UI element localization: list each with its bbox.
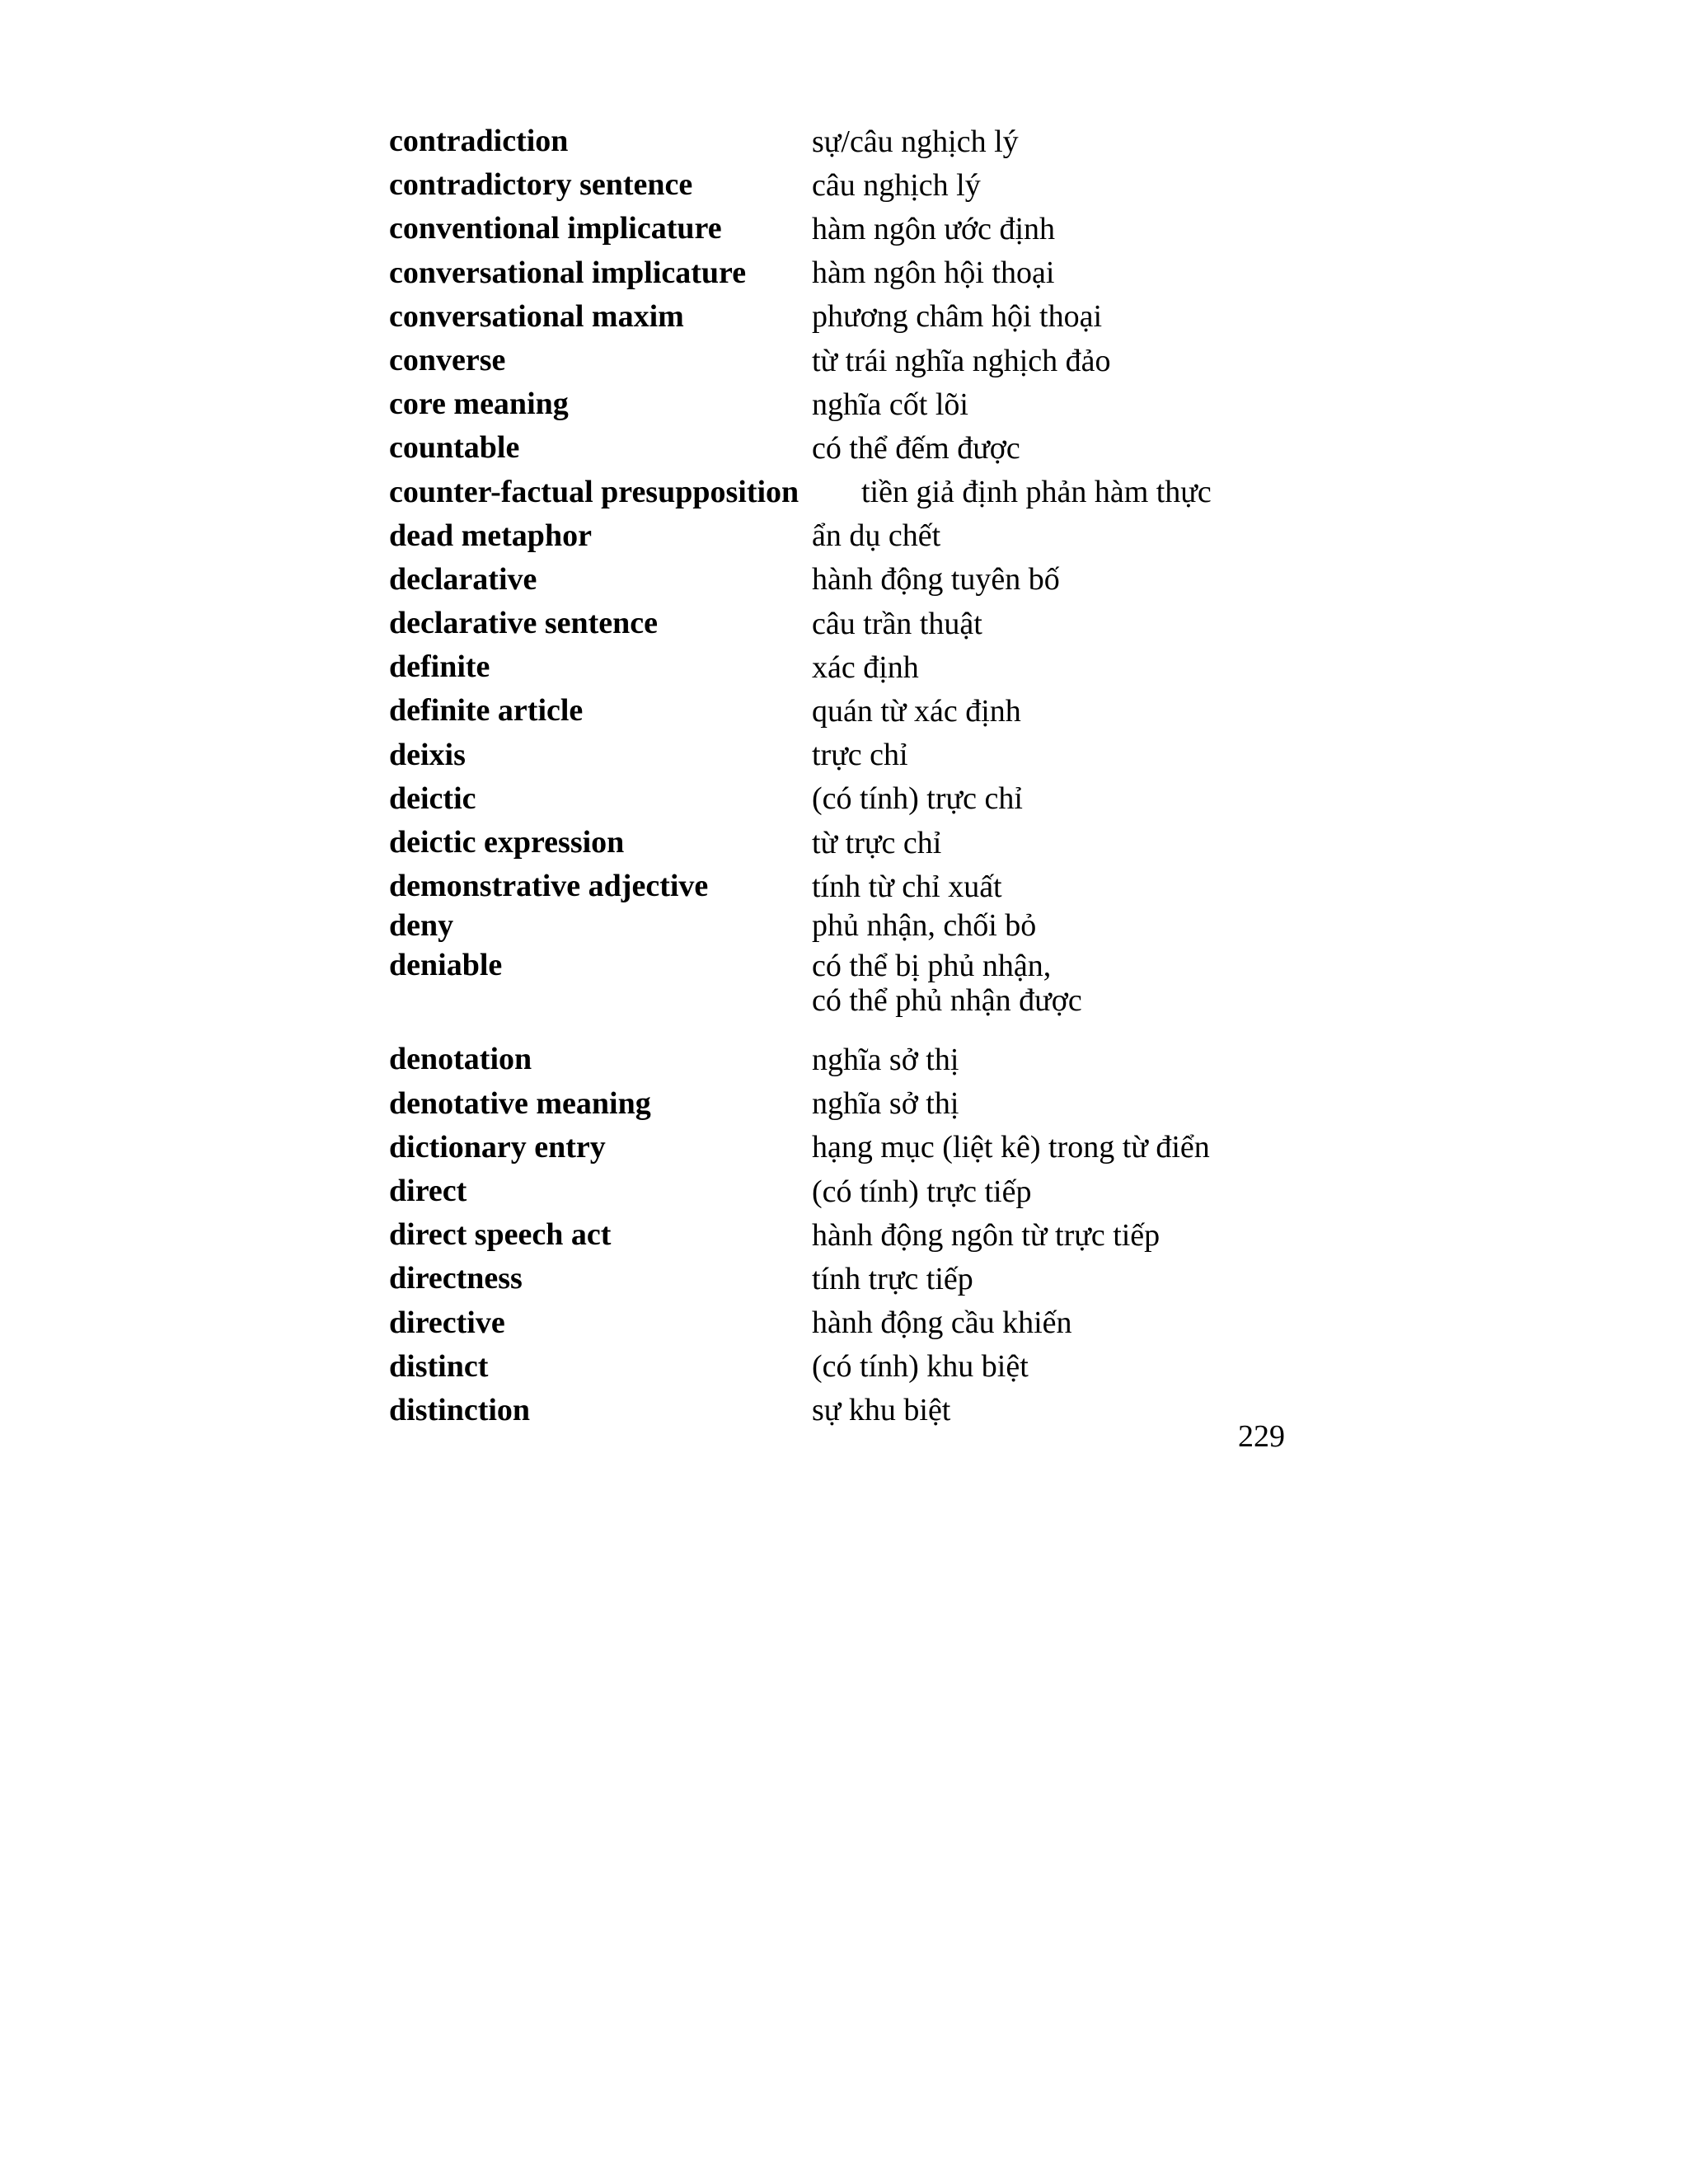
- entry-term: dead metaphor: [389, 518, 592, 553]
- entry-definition: [812, 1082, 959, 1122]
- entry-term: conventional implicature: [389, 211, 722, 246]
- entry-term: declarative sentence: [389, 606, 659, 641]
- definition-line: từ trái nghĩa nghịch đảo: [812, 343, 1111, 378]
- entry-definition: [812, 295, 1102, 335]
- definition-line: (có tính) trực chỉ: [812, 781, 1023, 817]
- entry-definition: [812, 645, 919, 685]
- entry-definition: [812, 1126, 1210, 1165]
- glossary-entry: [389, 558, 1296, 602]
- entry-definition: [861, 471, 1212, 510]
- entry-term: direct: [389, 1173, 467, 1208]
- glossary-entry: [389, 1213, 1296, 1257]
- entry-term: conversational implicature: [389, 255, 747, 290]
- entry-definition: [812, 689, 1021, 729]
- entry-definition: [812, 207, 1055, 246]
- glossary-entry: [389, 777, 1296, 821]
- glossary-entry: [389, 120, 1296, 163]
- definition-line: câu trần thuật: [812, 606, 982, 641]
- definition-line: có thể đếm được: [812, 430, 1020, 466]
- entry-term: deixis: [389, 737, 466, 772]
- entry-definition: [812, 163, 981, 203]
- entry-term: core meaning: [389, 387, 569, 422]
- entry-term: declarative: [389, 561, 537, 597]
- glossary-entry: [389, 1257, 1296, 1301]
- definition-line: hạng mục (liệt kê) trong từ điển: [812, 1130, 1210, 1165]
- definition-line: có thể bị phủ nhận,: [812, 948, 1052, 983]
- glossary-entry: [389, 1082, 1296, 1126]
- glossary-entry: [389, 865, 1296, 908]
- glossary-entry: [389, 821, 1296, 865]
- entry-term: deny: [389, 908, 454, 944]
- entry-term: denotation: [389, 1042, 532, 1077]
- entry-term: distinct: [389, 1348, 489, 1384]
- definition-line: nghĩa cốt lõi: [812, 387, 968, 422]
- glossary-entry: [389, 1038, 1296, 1081]
- entry-definition: [812, 339, 1111, 378]
- entry-term: denotative meaning: [389, 1085, 651, 1121]
- definition-line: sự khu biệt: [812, 1393, 951, 1428]
- glossary-entry: [389, 602, 1296, 645]
- entry-term: distinction: [389, 1392, 531, 1427]
- entry-term: demonstrative adjective: [389, 869, 709, 904]
- glossary-entry: [389, 251, 1296, 295]
- entry-definition: [812, 1257, 973, 1296]
- entry-term: converse: [389, 342, 506, 377]
- glossary-entry: [389, 207, 1296, 251]
- glossary-entry: [389, 163, 1296, 207]
- entry-definition: [812, 1389, 950, 1428]
- definition-line: (có tính) khu biệt: [812, 1349, 1029, 1385]
- entry-definition: [812, 1301, 1072, 1341]
- glossary-entry: [389, 944, 1296, 1038]
- entry-definition: [812, 1169, 1031, 1209]
- definition-line: có thể phủ nhận được: [812, 982, 1082, 1018]
- definition-line: hành động ngôn từ trực tiếp: [812, 1217, 1160, 1253]
- glossary-entry: [389, 689, 1296, 733]
- entry-term: definite article: [389, 693, 584, 729]
- entry-term: dictionary entry: [389, 1129, 606, 1165]
- definition-line: quán từ xác định: [812, 694, 1021, 729]
- entry-definition: [812, 514, 940, 554]
- definition-line: từ trực chỉ: [812, 825, 942, 860]
- definition-line: nghĩa sở thị: [812, 1042, 959, 1077]
- definition-line: tiền giả định phản hàm thực: [861, 475, 1212, 510]
- definition-line: sự/câu nghịch lý: [812, 124, 1019, 159]
- glossary-entry: [389, 908, 1296, 944]
- definition-line: phương châm hội thoại: [812, 299, 1103, 335]
- entry-definition: [812, 602, 982, 641]
- glossary-entry: [389, 426, 1296, 470]
- glossary-entry: [389, 1169, 1296, 1213]
- entry-definition: [812, 1213, 1160, 1253]
- entry-term: counter-factual presupposition: [389, 474, 799, 509]
- glossary-entry: [389, 1301, 1296, 1345]
- definition-line: câu nghịch lý: [812, 167, 981, 203]
- entry-term: deniable: [389, 948, 503, 983]
- glossary-entry: [389, 1389, 1296, 1432]
- entry-definition: [812, 944, 1082, 1018]
- definition-line: tính từ chỉ xuất: [812, 869, 1002, 904]
- definition-line: hàm ngôn hội thoại: [812, 255, 1055, 291]
- glossary-entry: [389, 1345, 1296, 1389]
- entry-term: contradictory sentence: [389, 167, 693, 203]
- entry-term: deictic expression: [389, 825, 625, 860]
- entry-definition: [812, 426, 1020, 466]
- entry-term: conversational maxim: [389, 298, 684, 334]
- glossary-entry: [389, 645, 1296, 689]
- entry-definition: [812, 777, 1023, 817]
- definition-line: trực chỉ: [812, 738, 908, 773]
- definition-line: ẩn dụ chết: [812, 518, 941, 554]
- entry-term: direct speech act: [389, 1217, 612, 1253]
- glossary-entry: [389, 514, 1296, 558]
- definition-line: nghĩa sở thị: [812, 1086, 959, 1122]
- glossary-entry: [389, 471, 1296, 514]
- entry-definition: [812, 821, 941, 860]
- definition-line: phủ nhận, chối bỏ: [812, 908, 1037, 944]
- entry-definition: [812, 1038, 959, 1077]
- entry-term: directive: [389, 1305, 505, 1340]
- entry-definition: [812, 865, 1002, 904]
- glossary-entry: [389, 382, 1296, 426]
- entry-term: definite: [389, 649, 490, 685]
- entry-term: countable: [389, 430, 520, 466]
- entry-definition: [812, 558, 1060, 598]
- definition-line: hành động tuyên bố: [812, 562, 1060, 598]
- entry-term: deictic: [389, 780, 476, 816]
- definition-line: tính trực tiếp: [812, 1261, 973, 1296]
- entry-term: contradiction: [389, 124, 569, 158]
- glossary-entry: [389, 339, 1296, 382]
- entry-definition: [812, 382, 968, 422]
- definition-line: (có tính) trực tiếp: [812, 1174, 1032, 1209]
- definition-line: hàm ngôn ước định: [812, 211, 1056, 246]
- glossary-entry: [389, 295, 1296, 339]
- entry-definition: [812, 1345, 1029, 1385]
- page-number: 229: [1238, 1419, 1285, 1454]
- entry-term: directness: [389, 1261, 523, 1296]
- glossary-entry: [389, 1126, 1296, 1169]
- entry-definition: [812, 120, 1019, 159]
- entry-definition: [812, 908, 1036, 944]
- definition-line: xác định: [812, 649, 919, 685]
- entry-definition: [812, 733, 908, 773]
- entry-definition: [812, 251, 1054, 291]
- definition-line: hành động cầu khiến: [812, 1305, 1072, 1341]
- glossary-entry: [389, 733, 1296, 777]
- glossary-list: [389, 120, 1296, 1432]
